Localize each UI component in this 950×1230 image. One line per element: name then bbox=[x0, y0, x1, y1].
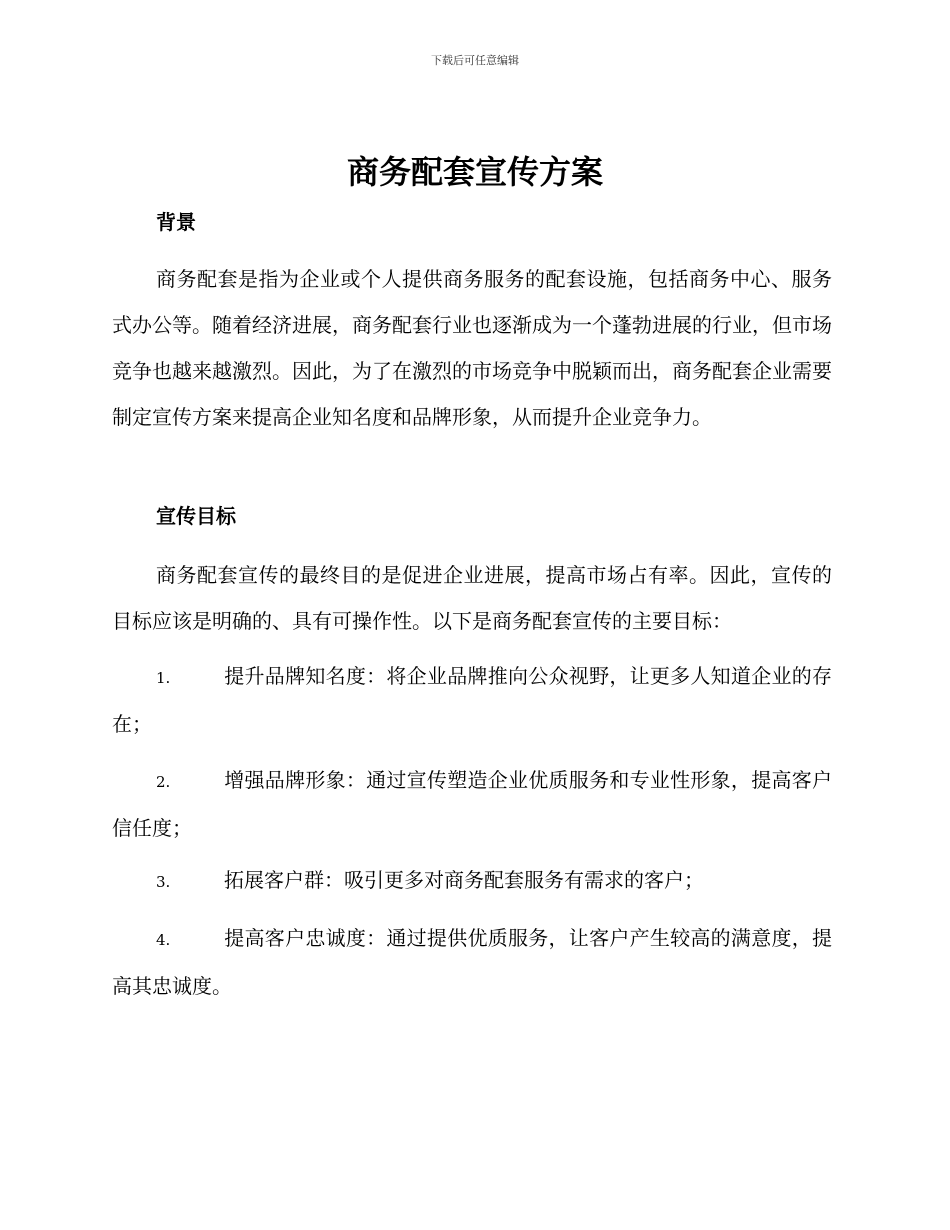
list-item-number: 2. bbox=[156, 773, 171, 791]
background-paragraph: 商务配套是指为企业或个人提供商务服务的配套设施，包括商务中心、服务式办公等。随着经济进展，商务配套行业也逐渐成为一个蓬勃进展的行业，但市场竞争也越来越激烈。因此，为了在激烈的市场竞争中脱颖而出，商务配套企业需要制定宣传方案来提高企业知名度和品牌形象，从而提升企业竞争力。 bbox=[112, 267, 832, 429]
list-item-number: 3. bbox=[156, 873, 171, 891]
list-item bbox=[112, 757, 832, 851]
list-item-number: 1. bbox=[156, 669, 171, 687]
list-item-text: 提升品牌知名度：将企业品牌推向公众视野，让更多人知道企业的存在； bbox=[112, 664, 832, 736]
section-heading-background: 背景 bbox=[156, 210, 196, 234]
document-title: 商务配套宣传方案 bbox=[346, 153, 603, 191]
list-item-text: 提高客户忠诚度：通过提供优质服务，让客户产生较高的满意度，提高其忠诚度。 bbox=[112, 926, 832, 998]
section-heading-goals: 宣传目标 bbox=[156, 504, 236, 528]
list-item bbox=[112, 857, 832, 905]
list-item-text: 拓展客户群：吸引更多对商务配套服务有需求的客户； bbox=[224, 868, 704, 892]
list-item-text: 增强品牌形象：通过宣传塑造企业优质服务和专业性形象，提高客户信任度； bbox=[112, 768, 832, 840]
list-item-number: 4. bbox=[156, 931, 171, 949]
list-item bbox=[112, 653, 832, 747]
header-note: 下载后可任意编辑 bbox=[431, 54, 519, 67]
list-item bbox=[112, 915, 832, 1009]
goals-paragraph: 商务配套宣传的最终目的是促进企业进展，提高市场占有率。因此，宣传的目标应该是明确的、具有可操作性。以下是商务配套宣传的主要目标： bbox=[112, 563, 832, 633]
